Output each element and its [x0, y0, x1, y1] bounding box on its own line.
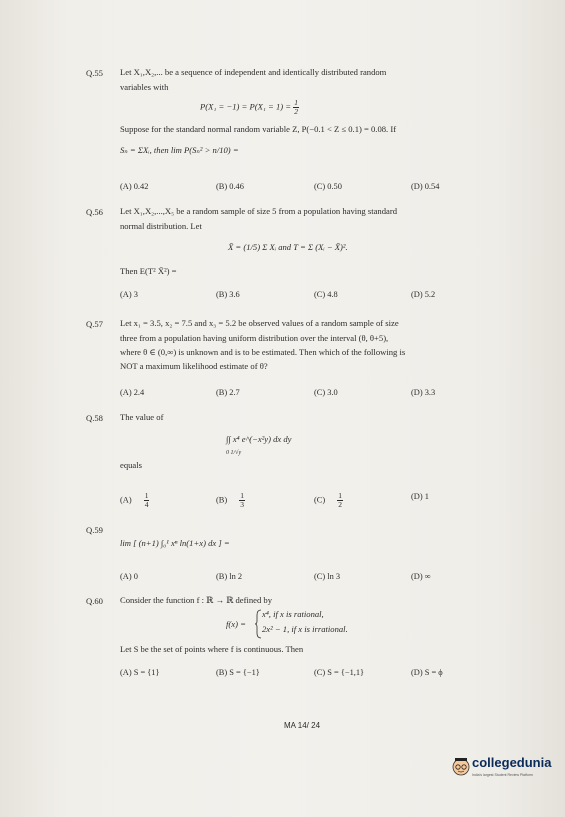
fraction	[337, 492, 343, 509]
option-label: (C)	[314, 495, 326, 505]
question-text: variables with	[120, 82, 169, 92]
fraction	[293, 99, 299, 116]
numerator: 1	[338, 491, 343, 500]
function-label: f(x) =	[226, 619, 246, 629]
option-label: (A)	[120, 495, 132, 505]
question-number: Q.60	[86, 596, 103, 606]
option-b[interactable]: (B) 0.46	[216, 182, 244, 191]
integral-limits: 0 1/√y	[226, 450, 242, 456]
option-d[interactable]: (D) S = ϕ	[411, 668, 443, 677]
denominator: 4	[144, 500, 149, 509]
option-b[interactable]: (B) S = {−1}	[216, 668, 260, 677]
left-brace-icon	[254, 609, 262, 639]
numerator: 1	[294, 98, 298, 107]
question-text: normal distribution. Let	[120, 221, 202, 231]
numerator: 1	[144, 491, 149, 500]
denominator: 2	[338, 500, 343, 509]
option-a[interactable]	[120, 492, 149, 509]
option-d[interactable]: (D) 5.2	[411, 290, 436, 299]
brand-name: collegedunia	[472, 755, 552, 770]
fraction	[144, 492, 150, 509]
question-text: Consider the function f : ℝ → ℝ defined by	[120, 595, 272, 605]
option-a[interactable]: (A) 2.4	[120, 388, 145, 397]
formula: ∫∫ x⁴ e^(−x²y) dx dy	[226, 434, 292, 444]
formula: Sₙ = ΣXᵢ, then lim P(Sₙ² > n/10) =	[120, 145, 239, 155]
question-text: three from a population having uniform distribution over the interval (θ, θ+5),	[120, 333, 389, 343]
case-irrational: 2x² − 1, if x is irrational.	[262, 624, 348, 634]
case-rational: x⁴, if x is rational,	[262, 609, 324, 619]
option-c[interactable]: (C) 0.50	[314, 182, 342, 191]
question-number: Q.59	[86, 525, 103, 535]
student-avatar-icon	[451, 756, 471, 776]
formula: X̄ = (1/5) Σ Xᵢ and T = Σ (Xᵢ − X̄)².	[228, 242, 348, 252]
option-b[interactable]: (B) 3.6	[216, 290, 240, 299]
option-b[interactable]: (B) ln 2	[216, 572, 243, 581]
formula	[200, 99, 299, 116]
option-d[interactable]: (D) 0.54	[411, 182, 440, 191]
option-a[interactable]: (A) 3	[120, 290, 138, 299]
option-b[interactable]	[216, 492, 245, 509]
formula-text: P(X₁ = −1) = P(X₁ = 1) =	[200, 101, 294, 112]
question-text: equals	[120, 460, 142, 470]
question-text: Let X₁,X₂,...,X₅ be a random sample of size 5 from a population having standard	[120, 206, 397, 216]
denominator: 2	[294, 107, 298, 116]
fraction	[239, 492, 245, 509]
question-text: Let S be the set of points where f is continuous. Then	[120, 644, 304, 654]
option-d[interactable]: (D) 1	[411, 492, 429, 501]
collegedunia-logo	[449, 752, 561, 788]
formula: lim [ (n+1) ∫₀¹ xⁿ ln(1+x) dx ] =	[120, 538, 230, 548]
page-number: MA 14/ 24	[284, 721, 321, 730]
brand-tagline: India's largest Student Review Platform	[472, 773, 533, 777]
option-c[interactable]: (C) S = {−1,1}	[314, 668, 365, 677]
option-a[interactable]: (A) 0	[120, 572, 138, 581]
question-number: Q.56	[86, 207, 103, 217]
option-d[interactable]: (D) 3.3	[411, 388, 436, 397]
option-a[interactable]: (A) 0.42	[120, 182, 149, 191]
option-label: (B)	[216, 495, 228, 505]
question-text: Let x₁ = 3.5, x₂ = 7.5 and x₃ = 5.2 be observed values of a random sample of size	[120, 318, 399, 328]
option-b[interactable]: (B) 2.7	[216, 388, 240, 397]
question-text: where θ ∈ (0,∞) is unknown and is to be estimated. Then which of the following is	[120, 347, 406, 357]
option-c[interactable]: (C) 4.8	[314, 290, 338, 299]
question-number: Q.55	[86, 68, 103, 78]
question-text: NOT a maximum likelihood estimate of θ?	[120, 361, 268, 371]
option-c[interactable]: (C) 3.0	[314, 388, 338, 397]
question-text: The value of	[120, 412, 164, 422]
numerator: 1	[240, 491, 245, 500]
question-text: Suppose for the standard normal random variable Z, P(−0.1 < Z ≤ 0.1) = 0.08. If	[120, 124, 397, 134]
question-text: Then E(T² X̄²) =	[120, 266, 177, 276]
question-number: Q.57	[86, 319, 103, 329]
option-c[interactable]: (C) ln 3	[314, 572, 341, 581]
question-text: Let X₁,X₂,... be a sequence of independent and identically distributed random	[120, 67, 387, 77]
question-number: Q.58	[86, 413, 103, 423]
denominator: 3	[240, 500, 245, 509]
option-a[interactable]: (A) S = {1}	[120, 668, 160, 677]
option-c[interactable]	[314, 492, 343, 509]
option-d[interactable]: (D) ∞	[411, 572, 431, 581]
